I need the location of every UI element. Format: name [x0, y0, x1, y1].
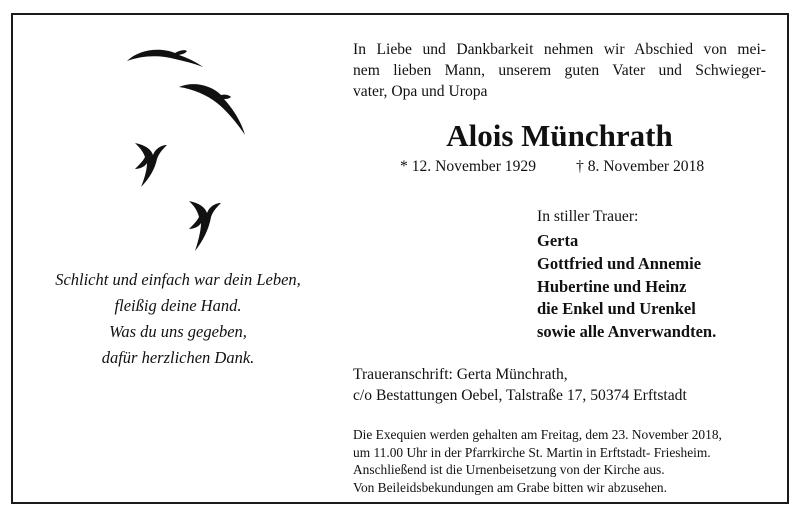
birth-date: * 12. November 1929	[400, 158, 536, 175]
mourner-name: Gottfried und Annemie	[537, 253, 702, 273]
swallow-icon	[189, 201, 221, 251]
intro-line: vater, Opa und Uropa	[353, 83, 488, 100]
deceased-name: Alois Münchrath	[446, 118, 673, 153]
death-date: † 8. November 2018	[576, 158, 705, 175]
poem-line: fleißig deine Hand.	[114, 296, 242, 315]
mourner-name: die Enkel und Urenkel	[537, 299, 696, 319]
funeral-line: Die Exequien werden gehalten am Freitag, dem 23. November 2018,	[353, 427, 722, 442]
mourning-address	[353, 364, 687, 406]
address-line: Traueranschrift: Gerta Münchrath,	[353, 366, 568, 383]
swallow-icon	[127, 50, 203, 67]
poem-line: Was du uns gegeben,	[109, 322, 247, 341]
funeral-line: Von Beileidsbekundungen am Grabe bitten wir abzusehen.	[353, 479, 667, 495]
funeral-line: um 11.00 Uhr in der Pfarrkirche St. Martin in Erftstadt- Friesheim.	[353, 444, 711, 460]
poem-line: Schlicht und einfach war dein Leben,	[55, 270, 301, 289]
funeral-line: Anschließend ist die Urnenbeisetzung von der Kirche aus.	[353, 462, 665, 478]
swallow-icon	[135, 143, 167, 187]
intro-text	[353, 39, 766, 102]
address-line: c/o Bestattungen Oebel, Talstraße 17, 50374 Erftstadt	[353, 387, 687, 404]
swallow-icon	[179, 84, 245, 135]
poem-line: dafür herzlichen Dank.	[101, 348, 255, 367]
mourners-label: In stiller Trauer:	[537, 208, 639, 225]
mourner-name: sowie alle Anverwandten.	[537, 322, 717, 342]
intro-line: nem lieben Mann, unserem guten Vater und Schwieger-	[353, 62, 766, 79]
mourner-name: Hubertine und Heinz	[537, 276, 687, 296]
birds-illustration	[123, 45, 263, 265]
mourners-list	[537, 230, 716, 344]
obituary-notice	[11, 13, 789, 504]
poem	[33, 267, 323, 371]
mourner-name: Gerta	[537, 231, 579, 250]
intro-line: In Liebe und Dankbarkeit nehmen wir Abschied von mei-	[353, 41, 766, 58]
funeral-details	[353, 426, 722, 496]
